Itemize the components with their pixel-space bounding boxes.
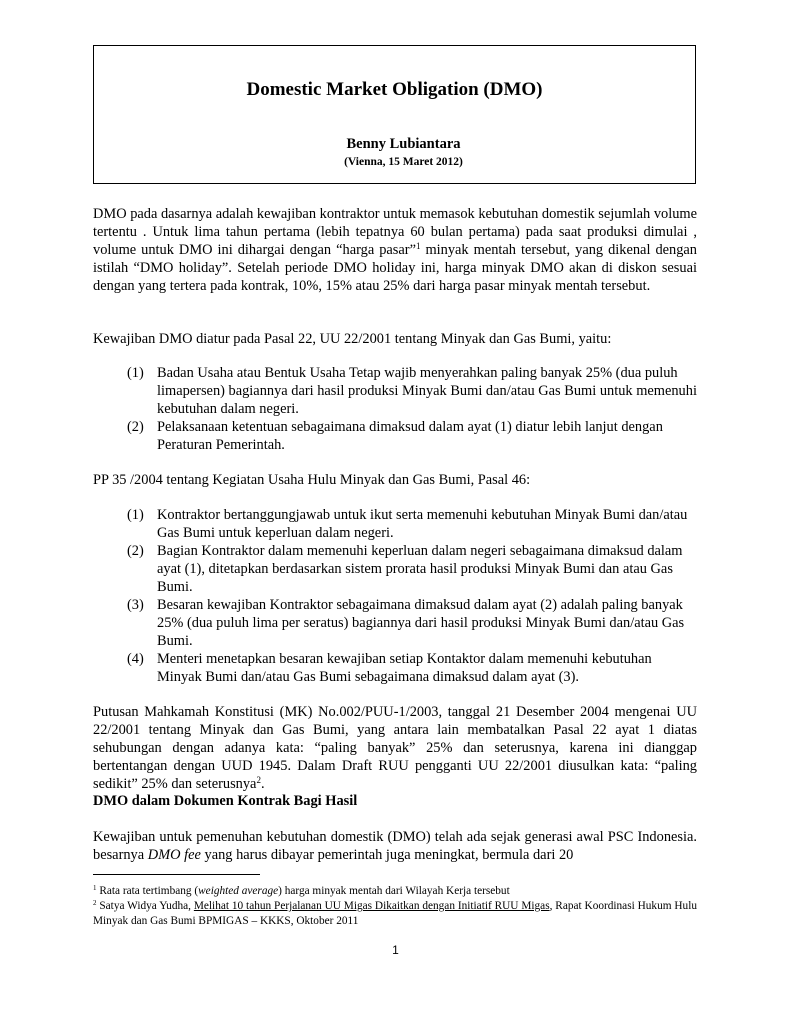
- paragraph-pp-intro: [93, 471, 697, 489]
- paragraph-text: PP 35 /2004 tentang Kegiatan Usaha Hulu Minyak dan Gas Bumi, Pasal 46:: [93, 472, 531, 488]
- list-item-number: (1): [127, 507, 144, 523]
- footnote-text: ) harga minyak mentah dari Wilayah Kerja tersebut: [278, 885, 510, 897]
- footnote-2: [93, 899, 697, 929]
- list-item: [127, 650, 697, 686]
- footnote-text: , Rapat Koordinasi Hukum Hulu Minyak dan Gas Bumi BPMIGAS – KKKS, Oktober 2011: [93, 900, 697, 927]
- list-item-text: Badan Usaha atau Bentuk Usaha Tetap wajib menyerahkan paling banyak 25% (dua puluh limapersen) bagiannya dari hasil produksi Minyak Bumi dan/atau Gas Bumi untuk memenuhi kebutuhan dalam negeri.: [157, 365, 697, 417]
- page-number: 1: [392, 943, 399, 957]
- paragraph-text: Kewajiban DMO diatur pada Pasal 22, UU 22/2001 tentang Minyak dan Gas Bumi, yaitu:: [93, 331, 612, 347]
- footnote-number: 2: [93, 899, 97, 907]
- paragraph-text: Kewajiban untuk pemenuhan kebutuhan domestik (DMO) telah ada sejak generasi awal PSC Indonesia. besarnya: [93, 829, 697, 863]
- paragraph-text: yang harus dibayar pemerintah juga meningkat, bermula dari 20: [200, 847, 574, 863]
- list-item: [127, 596, 697, 650]
- list-item-number: (4): [127, 651, 144, 667]
- title-box: [93, 45, 696, 184]
- list-item-text: Menteri menetapkan besaran kewajiban setiap Kontaktor dalam memenuhi kebutuhan Minyak Bumi dan/atau Gas Bumi sebagaimana dimaksud dalam ayat (3).: [157, 651, 652, 685]
- footnote-text: Satya Widya Yudha,: [96, 900, 194, 912]
- paragraph-dmo-definition: [93, 205, 697, 295]
- list-uu-pasal-22: [127, 364, 697, 454]
- footnote-number: 1: [93, 884, 97, 892]
- section-heading: DMO dalam Dokumen Kontrak Bagi Hasil: [93, 793, 358, 809]
- paragraph-text: DMO pada dasarnya adalah kewajiban kontraktor untuk memasok kebutuhan domestik sejumlah volume tertentu . Untuk lima tahun pertama (lebih tepatnya 60 bulan pertama) pada saat produksi dimulai , volume untuk DMO ini dihargai dengan “harga pasar”: [93, 206, 697, 258]
- list-item-text: Bagian Kontraktor dalam memenuhi keperluan dalam negeri sebagaimana dimaksud dalam ayat (1), ditetapkan berdasarkan sistem prorata hasil produksi Minyak Bumi dan atau Gas Bumi.: [157, 543, 683, 595]
- footnote-text: Rata rata tertimbang (: [96, 885, 199, 897]
- paragraph-psc: [93, 828, 697, 864]
- list-item: [127, 506, 697, 542]
- footnote-reference-title: Melihat 10 tahun Perjalanan UU Migas Dikaitkan dengan Initiatif RUU Migas: [193, 900, 550, 912]
- list-item-text: Pelaksanaan ketentuan sebagaimana dimaksud dalam ayat (1) diatur lebih lanjut dengan Peraturan Pemerintah.: [157, 419, 663, 453]
- list-item-number: (3): [127, 597, 144, 613]
- list-item-number: (1): [127, 365, 144, 381]
- list-item-number: (2): [127, 543, 144, 559]
- paragraph-text: minyak mentah tersebut, yang dikenal dengan istilah “DMO holiday”. Setelah periode DMO holiday ini, harga minyak DMO akan di diskon sesuai dengan yang tertera pada kontrak, 10%, 15% atau 25% dari harga pasar minyak mentah tersebut.: [93, 242, 697, 294]
- emphasis-text: DMO fee: [147, 847, 201, 863]
- list-pp-pasal-46: [127, 506, 697, 686]
- footnotes: [93, 884, 697, 929]
- list-item-text: Besaran kewajiban Kontraktor sebagaimana dimaksud dalam ayat (2) adalah paling banyak 25% (dua puluh lima per seratus) bagiannya dari hasil produksi Minyak Bumi dan/atau Gas Bumi.: [157, 597, 685, 649]
- list-item: [127, 364, 697, 418]
- list-item-text: Kontraktor bertanggungjawab untuk ikut serta memenuhi kebutuhan Minyak Bumi dan/atau Gas Bumi untuk keperluan dalam negeri.: [157, 507, 688, 541]
- paragraph-text: Putusan Mahkamah Konstitusi (MK) No.002/PUU-1/2003, tanggal 21 Desember 2004 mengenai UU 22/2001 tentang Minyak dan Gas Bumi, yang antara lain membatalkan Pasal 22 ayat 1 diatas sehubungan dengan adanya kata: “paling banyak” 25% dan seterusnya, karena ini dianggap bertentangan dengan UUD 1945. Dalam Draft RUU pengganti UU 22/2001 diusulkan kata: “paling sedikit” 25% dan seterusnya: [93, 704, 697, 792]
- document-date: (Vienna, 15 Maret 2012): [344, 156, 463, 168]
- paragraph-text: .: [260, 776, 265, 792]
- footnote-ref-2[interactable]: 2: [256, 775, 261, 785]
- footnote-separator: [93, 874, 260, 875]
- list-item: [127, 542, 697, 596]
- paragraph-mk-ruling: [93, 703, 697, 793]
- footnote-ref-1[interactable]: 1: [415, 241, 421, 251]
- list-item: [127, 418, 697, 454]
- author-name: Benny Lubiantara: [346, 136, 461, 152]
- paragraph-uu-intro: [93, 330, 697, 348]
- footnote-1: [93, 884, 697, 899]
- footnote-emphasis: weighted average: [198, 885, 279, 897]
- list-item-number: (2): [127, 419, 144, 435]
- document-title: Domestic Market Obligation (DMO): [246, 79, 543, 100]
